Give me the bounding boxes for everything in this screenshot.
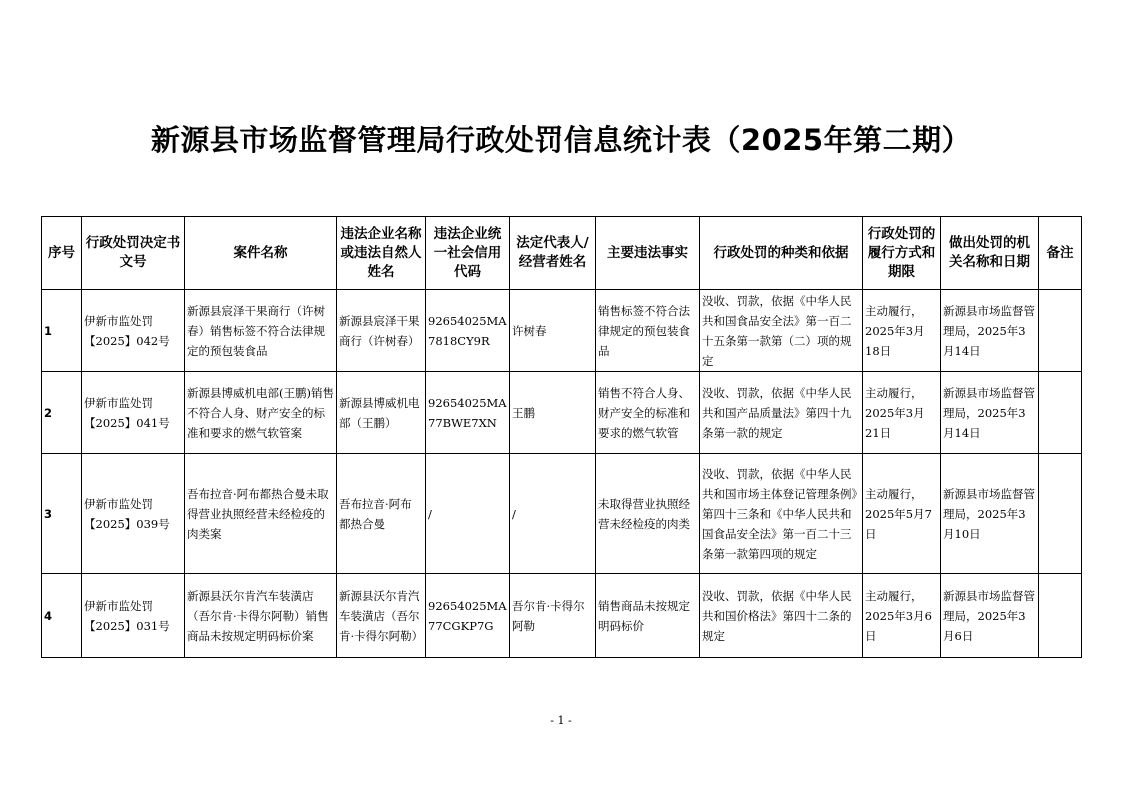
cell-doc-no: 伊新市监处罚【2025】041号	[82, 372, 185, 454]
cell-credit-code: 92654025MA7818CY9R	[426, 290, 510, 372]
page-number: - 1 -	[550, 714, 572, 727]
cell-performance: 主动履行，2025年5月7日	[863, 454, 941, 574]
cell-party: 吾布拉音·阿布都热合曼	[337, 454, 426, 574]
table-header-row	[42, 217, 1082, 290]
header-facts: 主要违法事实	[596, 217, 700, 290]
cell-party: 新源县宸泽干果商行（许树春）	[337, 290, 426, 372]
header-basis: 行政处罚的种类和依据	[700, 217, 863, 290]
cell-representative: 吾尔肯·卡得尔阿勒	[510, 574, 596, 658]
cell-authority: 新源县市场监督管理局，2025年3月10日	[941, 454, 1039, 574]
cell-doc-no: 伊新市监处罚【2025】042号	[82, 290, 185, 372]
cell-remark	[1039, 574, 1082, 658]
cell-facts: 未取得营业执照经营未经检疫的肉类	[596, 454, 700, 574]
penalty-table	[41, 216, 1082, 658]
document-title: 新源县市场监督管理局行政处罚信息统计表（2025年第二期）	[150, 123, 972, 157]
cell-performance: 主动履行，2025年3月6日	[863, 574, 941, 658]
cell-performance: 主动履行，2025年3月18日	[863, 290, 941, 372]
cell-party: 新源县博威机电部（王鹏）	[337, 372, 426, 454]
cell-idx: 4	[42, 574, 82, 658]
cell-basis: 没收、罚款，依据《中华人民共和国产品质量法》第四十九条第一款的规定	[700, 372, 863, 454]
cell-facts: 销售商品未按规定明码标价	[596, 574, 700, 658]
cell-authority: 新源县市场监督管理局，2025年3月14日	[941, 290, 1039, 372]
cell-representative: 王鹏	[510, 372, 596, 454]
cell-case: 新源县沃尔肯汽车装潢店（吾尔肯·卡得尔阿勒）销售商品未按规定明码标价案	[185, 574, 337, 658]
cell-case: 新源县宸泽干果商行（许树春）销售标签不符合法律规定的预包装食品	[185, 290, 337, 372]
header-idx: 序号	[42, 217, 82, 290]
cell-party: 新源县沃尔肯汽车装潢店（吾尔肯·卡得尔阿勒）	[337, 574, 426, 658]
cell-authority: 新源县市场监督管理局，2025年3月14日	[941, 372, 1039, 454]
cell-case: 新源县博威机电部(王鹏)销售不符合人身、财产安全的标准和要求的燃气软管案	[185, 372, 337, 454]
cell-representative: /	[510, 454, 596, 574]
header-performance: 行政处罚的履行方式和期限	[863, 217, 941, 290]
cell-idx: 1	[42, 290, 82, 372]
cell-remark	[1039, 290, 1082, 372]
cell-basis: 没收、罚款，依据《中华人民共和国价格法》第四十二条的规定	[700, 574, 863, 658]
table-row	[42, 372, 1082, 454]
header-authority: 做出处罚的机关名称和日期	[941, 217, 1039, 290]
header-case: 案件名称	[185, 217, 337, 290]
cell-credit-code: /	[426, 454, 510, 574]
cell-basis: 没收、罚款，依据《中华人民共和国食品安全法》第一百二十五条第一款第（二）项的规定	[700, 290, 863, 372]
cell-doc-no: 伊新市监处罚【2025】031号	[82, 574, 185, 658]
header-remark: 备注	[1039, 217, 1082, 290]
cell-facts: 销售标签不符合法律规定的预包装食品	[596, 290, 700, 372]
table-row	[42, 454, 1082, 574]
cell-basis: 没收、罚款，依据《中华人民共和国市场主体登记管理条例》第四十三条和《中华人民共和国食品安全法》第一百二十三条第一款第四项的规定	[700, 454, 863, 574]
cell-case: 吾布拉音·阿布都热合曼未取得营业执照经营未经检疫的肉类案	[185, 454, 337, 574]
header-credit-code: 违法企业统一社会信用代码	[426, 217, 510, 290]
cell-credit-code: 92654025MA77BWE7XN	[426, 372, 510, 454]
cell-remark	[1039, 454, 1082, 574]
cell-idx: 3	[42, 454, 82, 574]
header-party: 违法企业名称或违法自然人姓名	[337, 217, 426, 290]
cell-credit-code: 92654025MA77CGKP7G	[426, 574, 510, 658]
table-row	[42, 290, 1082, 372]
cell-idx: 2	[42, 372, 82, 454]
cell-doc-no: 伊新市监处罚【2025】039号	[82, 454, 185, 574]
cell-remark	[1039, 372, 1082, 454]
cell-representative: 许树春	[510, 290, 596, 372]
cell-authority: 新源县市场监督管理局，2025年3月6日	[941, 574, 1039, 658]
header-doc-no: 行政处罚决定书文号	[82, 217, 185, 290]
cell-performance: 主动履行，2025年3月21日	[863, 372, 941, 454]
cell-facts: 销售不符合人身、财产安全的标准和要求的燃气软管	[596, 372, 700, 454]
header-representative: 法定代表人/经营者姓名	[510, 217, 596, 290]
table-row	[42, 574, 1082, 658]
